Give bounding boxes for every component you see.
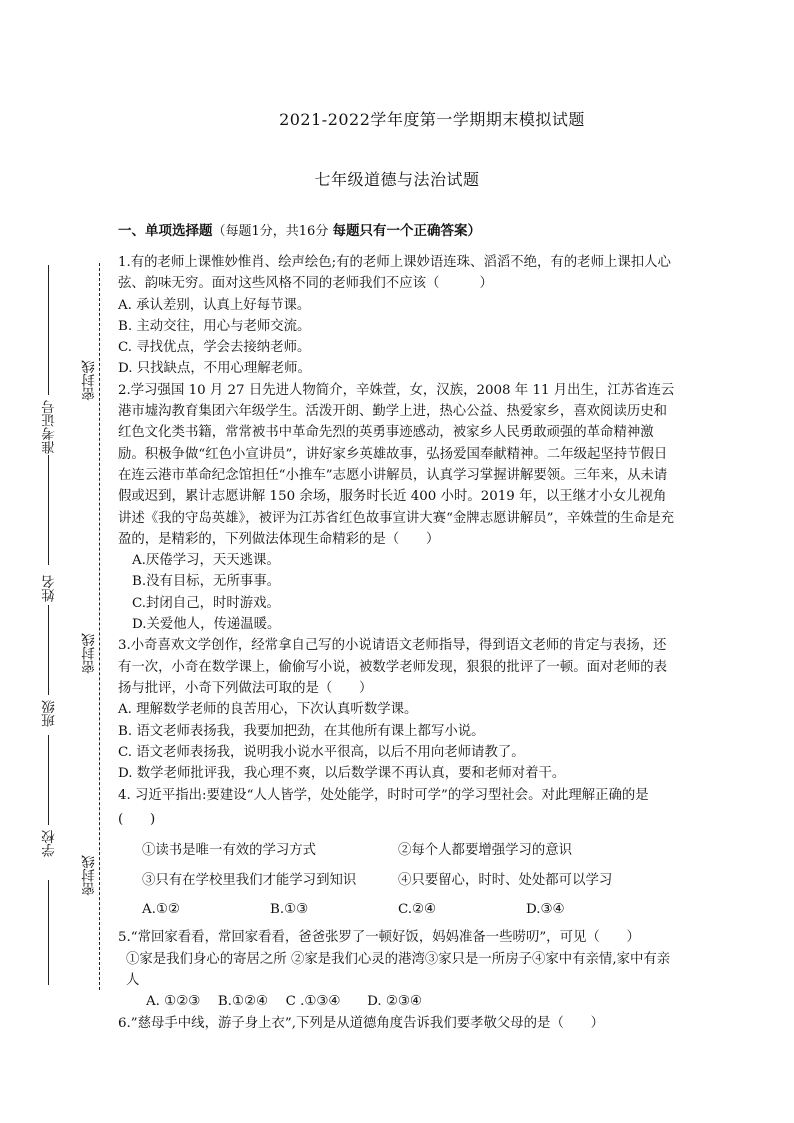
question-1-option: C. 寻找优点，学会去接纳老师。 (118, 340, 311, 356)
question-6-stem: 6.”慈母手中线，游子身上衣”,下列是从道德角度告诉我们要孝敬父母的是（ ） (118, 1015, 605, 1031)
section-heading (118, 219, 481, 239)
question-4-choices (118, 899, 678, 920)
question-4-choice: D.③④ (526, 902, 565, 918)
seal-label: 密封线 (82, 855, 98, 896)
question-4-items-row (118, 840, 678, 861)
question-3-option: C. 语文老师表扬我，说明我小说水平很高，以后不用向老师请教了。 (118, 744, 525, 760)
question-4-item: ②每个人都要增强学习的意识 (398, 843, 573, 859)
exam-id-underline (48, 265, 49, 395)
question-2-option: A.厌倦学习，天天逃课。 (132, 553, 280, 569)
question-5-items: ①家是我们身心的寄居之所 ②家是我们心灵的港湾③家只是一所房子④家中有亲情,家中有亲人 (126, 951, 671, 988)
question-4-item: ①读书是唯一有效的学习方式 (142, 843, 317, 859)
question-1-option: D. 只找缺点，不用心理解老师。 (118, 361, 311, 377)
seal-label: 密封线 (82, 360, 98, 401)
question-4-item: ④只要留心，时时、处处都可以学习 (398, 872, 613, 888)
question-1-stem: 1.有的老师上课惟妙惟肖、绘声绘色;有的老师上课妙语连珠、滔滔不绝，有的老师上课扣人心弦、韵味无穷。面对这些风格不同的老师我们不应该（ ） (118, 255, 671, 292)
question-2-stem: 2.学习强国 10 月 27 日先进人物简介，辛姝萱，女，汉族，2008 年 11 月出生，江苏省连云港市墟沟教育集团六年级学生。活泼开朗、勤学上进，热心公益、热爱家乡，喜欢阅读历史和红色文化类书籍，常常被书中革命先烈的英勇事迹感动，被家乡人民勇敢顽强的革命精神激励。积极争做“红色小宣讲员”，讲好家乡英雄故事，弘扬爱国奉献精神。二年级起坚持节假日在连云港市革命纪念馆担任“小推车”志愿小讲解员，认真学习掌握讲解要领。三年来，从未请假或迟到，累计志愿讲解 150 余场，服务时长近 400 小时。2019 年，以王继才小女儿视角讲述《我的守岛英雄》，被评为江苏省红色故事宣讲大赛“金牌志愿讲解员”，辛姝萱的生命是充盈的，是精彩的，下列做法体现生命精彩的是（ ） (118, 382, 675, 547)
section-emphasis: 每题只有一个正确答案） (332, 223, 481, 239)
school-label: 学校 (42, 830, 58, 857)
question-1-option: A. 承认差别，认真上好每节课。 (118, 297, 311, 313)
question-5-stem: 5.“常回家看看，常回家看看，爸爸张罗了一顿好饭，妈妈准备一些唠叨”，可见（ ） (118, 930, 640, 946)
question-4-stem: 4. 习近平指出:要建设“人人皆学，处处能学，时时可学”的学习型社会。对此理解正确的是( ) (118, 788, 649, 828)
class-underline (48, 605, 49, 695)
school-underline (48, 735, 49, 825)
question-4-item: ③只有在学校里我们才能学习到知识 (142, 872, 357, 888)
name-label: 姓名 (42, 575, 58, 602)
exam-id-label: 准考证号 (42, 400, 58, 454)
question-4-choice: A.①② (142, 902, 180, 918)
page-title: 2021-2022学年度第一学期期末模拟试题 (279, 110, 585, 129)
question-2-option: D.关爱他人，传递温暖。 (132, 617, 281, 633)
binding-margin (28, 255, 98, 990)
section-title: 一、单项选择题 (118, 223, 213, 239)
question-list (118, 252, 678, 1034)
question-2-option: B.没有目标，无所事事。 (132, 574, 281, 590)
question-3-option: B. 语文老师表扬我，我要加把劲，在其他所有课上都写小说。 (118, 723, 485, 739)
name-underline (48, 455, 49, 565)
question-3-option: A. 理解数学老师的良苦用心，下次认真听数学课。 (118, 702, 418, 718)
question-3-option: D. 数学老师批评我，我心理不爽，以后数学课不再认真，要和老师对着干。 (118, 766, 566, 782)
page-subtitle: 七年级道德与法治试题 (314, 170, 480, 189)
school-underline-lower (48, 880, 49, 985)
question-4-choice: B.①③ (270, 902, 309, 918)
question-5-choices: A. ①②③ B.①②④ C .①③④ D. ②③④ (146, 994, 422, 1010)
section-note: （每题1分，共16分 (212, 224, 333, 239)
seal-label: 密封线 (82, 633, 98, 674)
question-3-stem: 3.小奇喜欢文学创作，经常拿自己写的小说请语文老师指导，得到语文老师的肯定与表扬，还有一次，小奇在数学课上，偷偷写小说，被数学老师发现，狠狠的批评了一顿。面对老师的表扬与批评，小奇下列做法可取的是（ ） (118, 638, 668, 696)
question-2-option: C.封闭自己，时时游戏。 (132, 595, 280, 611)
class-label: 班级 (42, 700, 58, 727)
question-4-items-row (118, 870, 678, 891)
question-4-choice: C.②④ (398, 902, 437, 918)
question-1-option: B. 主动交往，用心与老师交流。 (118, 318, 311, 334)
